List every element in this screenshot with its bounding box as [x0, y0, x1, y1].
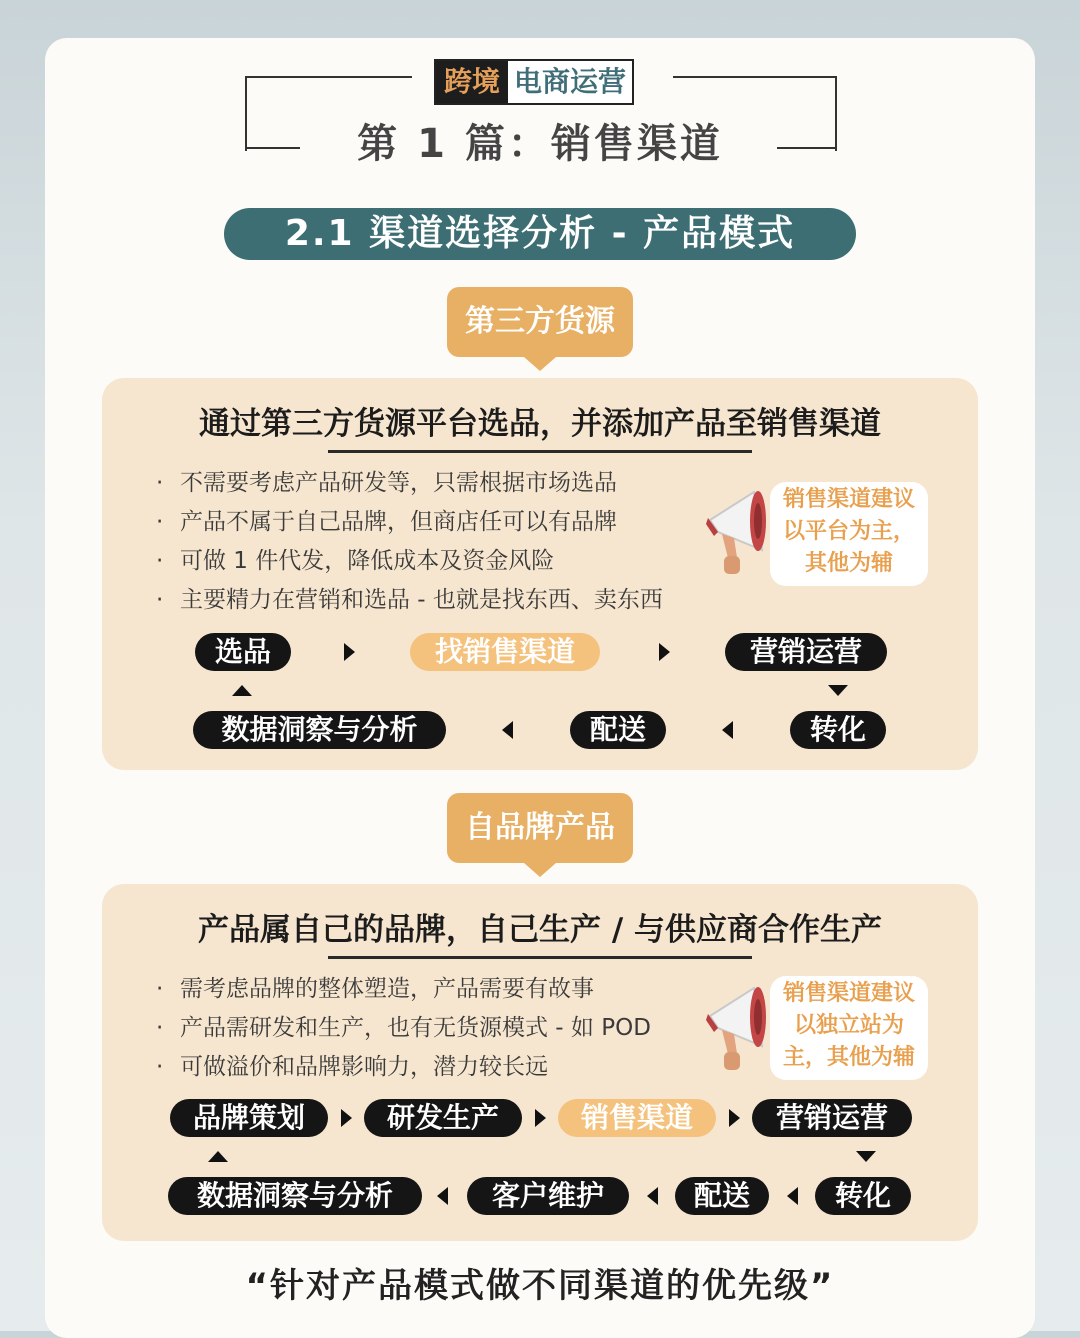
flow-arrow-left	[437, 1187, 448, 1205]
list-item: · 产品不属于自己品牌，但商店任可以有品牌	[156, 509, 617, 535]
section1-channel-advice: 销售渠道建议 以平台为主， 其他为辅	[770, 482, 928, 586]
header-bracket-right-foot	[777, 147, 835, 149]
flow-step-data-insight: 数据洞察与分析	[168, 1177, 422, 1215]
flow-step-data-insight: 数据洞察与分析	[193, 711, 446, 749]
brand-left-text: 跨境	[436, 61, 508, 103]
section2-heading-underline	[328, 956, 752, 959]
list-item: · 可做 1 件代发，降低成本及资金风险	[156, 548, 555, 574]
flow-arrow-right	[344, 643, 355, 661]
section1-tag: 第三方货源	[447, 287, 633, 357]
header-bracket-left-foot	[245, 147, 300, 149]
section2-channel-advice: 销售渠道建议 以独立站为 主，其他为辅	[770, 976, 928, 1080]
page-title: 第 1 篇：销售渠道	[357, 121, 723, 167]
flow-step-marketing: 营销运营	[725, 633, 887, 671]
flow-arrow-down	[856, 1151, 876, 1162]
flow-step-delivery: 配送	[570, 711, 666, 749]
flow-step-select-product: 选品	[195, 633, 291, 671]
section1-bullets	[156, 464, 663, 620]
section-subtitle: 2.1 渠道选择分析 - 产品模式	[224, 208, 856, 260]
section1-heading-underline	[328, 450, 752, 453]
flow-arrow-up	[232, 685, 252, 696]
flow-arrow-left	[787, 1187, 798, 1205]
flow-step-delivery: 配送	[675, 1177, 769, 1215]
list-item: · 产品需研发和生产，也有无货源模式 - 如 POD	[156, 1015, 651, 1041]
flow-arrow-down	[828, 685, 848, 696]
brand-right-text: 电商运营	[508, 61, 632, 103]
flow-step-conversion: 转化	[790, 711, 886, 749]
brand-badge	[434, 59, 634, 105]
flow-step-customer-care: 客户维护	[467, 1177, 629, 1215]
flow-step-rnd-production: 研发生产	[364, 1099, 522, 1137]
flow-arrow-left	[722, 721, 733, 739]
flow-arrow-up	[208, 1151, 228, 1162]
section2-tag-arrow	[524, 863, 556, 877]
list-item: · 需考虑品牌的整体塑造，产品需要有故事	[156, 976, 594, 1002]
flow-arrow-right	[535, 1109, 546, 1127]
flow-arrow-left	[502, 721, 513, 739]
flow-step-find-channel: 找销售渠道	[410, 633, 600, 671]
flow-step-conversion: 转化	[815, 1177, 911, 1215]
section1-heading: 通过第三方货源平台选品，并添加产品至销售渠道	[199, 406, 881, 442]
flow-arrow-left	[647, 1187, 658, 1205]
flow-step-brand-planning: 品牌策划	[170, 1099, 328, 1137]
section2-bullets	[156, 970, 651, 1087]
list-item: · 主要精力在营销和选品 - 也就是找东西、卖东西	[156, 587, 663, 613]
flow-step-marketing: 营销运营	[752, 1099, 912, 1137]
section2-tag: 自品牌产品	[447, 793, 633, 863]
list-item: · 可做溢价和品牌影响力，潜力较长远	[156, 1054, 548, 1080]
flow-step-sales-channel: 销售渠道	[558, 1099, 716, 1137]
flow-arrow-right	[659, 643, 670, 661]
section1-tag-arrow	[524, 357, 556, 371]
list-item: · 不需要考虑产品研发等，只需根据市场选品	[156, 470, 617, 496]
flow-arrow-right	[729, 1109, 740, 1127]
footer-quote: “针对产品模式做不同渠道的优先级”	[245, 1266, 835, 1306]
flow-arrow-right	[341, 1109, 352, 1127]
section2-heading: 产品属自己的品牌，自己生产 / 与供应商合作生产	[198, 912, 882, 948]
